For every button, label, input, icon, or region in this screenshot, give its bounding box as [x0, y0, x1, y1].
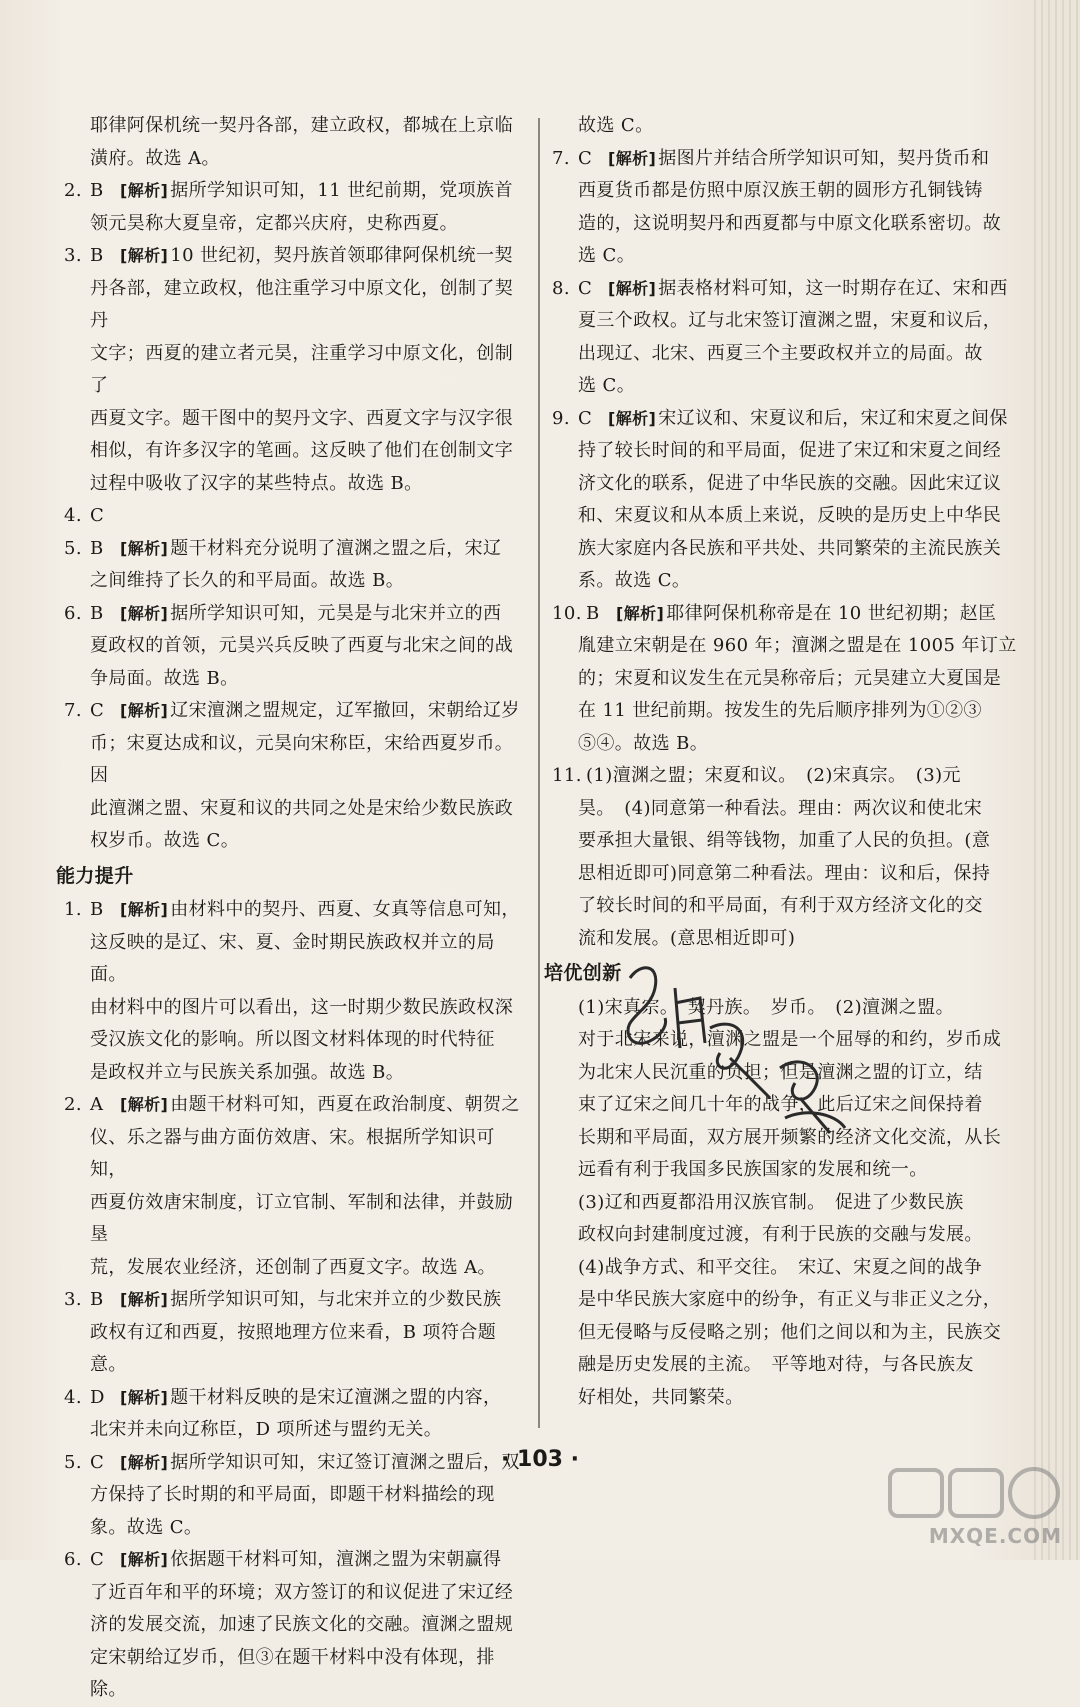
answer-letter: B: [90, 1289, 104, 1310]
continuation-line: 昊。 (4)同意第一种看法。理由：两次议和使北宋: [578, 797, 983, 819]
text-line: (1)宋真宗。 契丹族。 岁币。 (2)澶渊之盟。: [578, 996, 954, 1018]
continuation-line: 出现辽、北宋、西夏三个主要政权并立的局面。故: [578, 342, 983, 364]
continuation-line: 济文化的联系，促进了中华民族的交融。因此宋辽议: [578, 472, 1002, 494]
analysis-tag: [解析]: [120, 246, 169, 265]
answer-letter: A: [90, 1094, 104, 1115]
watermark-text: MXQE.COM: [928, 1524, 1062, 1548]
question-number: 5.: [64, 1451, 82, 1473]
continuation-line: 仪、乐之器与曲方面仿效唐、宋。根据所学知识可知，: [90, 1126, 495, 1180]
analysis-tag: [解析]: [608, 278, 657, 298]
continuation-line: 领元昊称大夏皇帝，定都兴庆府，史称西夏。: [90, 212, 458, 234]
answer-letter: B: [586, 602, 600, 624]
continuation-line: 西夏文字。题干图中的契丹文字、西夏文字与汉字很: [90, 407, 514, 429]
continuation-line: 此澶渊之盟、宋夏和议的共同之处是宋给少数民族政: [90, 797, 514, 819]
answer-body: 据所学知识可知，元昊是与北宋并立的西: [170, 602, 502, 624]
answer-letter: B: [90, 899, 104, 920]
continuation-line: 方保持了长时期的和平局面，即题干材料描绘的现: [90, 1484, 495, 1505]
continuation-line: 了近百年和平的环境；双方签订的和议促进了宋辽经: [90, 1581, 514, 1603]
question-number: 4.: [64, 505, 82, 526]
continuation-line: ⑤④。故选 B。: [578, 732, 709, 754]
question-number: 8.: [552, 277, 570, 299]
continuation-line: 受汉族文化的影响。所以图文材料体现的时代特征: [90, 1029, 495, 1050]
analysis-tag: [解析]: [120, 1452, 169, 1472]
question-number: 7.: [64, 700, 82, 721]
answer-item: [552, 598, 1018, 631]
answer-letter: C: [578, 407, 593, 429]
answer-body: 题干材料充分说明了澶渊之盟之后，宋辽: [170, 537, 502, 559]
continuation-line: 持了较长时间的和平局面，促进了宋辽和宋夏之间经: [578, 440, 1002, 461]
answer-letter: B: [90, 602, 104, 624]
continuation-line: 选 C。: [578, 245, 636, 266]
continuation-line: 在 11 世纪前期。按发生的先后顺序排列为①②③: [578, 700, 982, 721]
continuation-line: 的；宋夏和议发生在元昊称帝后；元昊建立大夏国是: [578, 667, 1002, 689]
text-line: 对于北宋来说，澶渊之盟是一个屈辱的和约，岁币成: [578, 1029, 1002, 1050]
answer-letter: B: [90, 180, 104, 201]
continuation-line: 是政权并立与民族关系加强。故选 B。: [90, 1061, 405, 1083]
answer-item: [64, 175, 526, 208]
answer-text: [120, 695, 526, 728]
answer-body: 据所学知识可知，11 世纪前期，党项族首: [170, 180, 513, 201]
answer-item: [64, 1544, 526, 1577]
answer-item: [64, 1284, 526, 1317]
answer-body: 依据题干材料可知，澶渊之盟为宋朝赢得: [170, 1549, 502, 1570]
section-heading: 能力提升: [56, 864, 134, 887]
answer-item: [552, 403, 1018, 436]
answer-text: [120, 240, 526, 273]
answer-item: [64, 894, 526, 927]
answer-body: 题干材料反映的是宋辽澶渊之盟的内容，: [170, 1386, 502, 1408]
answer-letter: C: [90, 700, 105, 721]
question-number: 10.: [552, 602, 582, 624]
answer-body: 据图片并结合所学知识可知，契丹货币和: [658, 147, 990, 169]
continuation-line: 流和发展。(意思相近即可): [578, 927, 796, 949]
answer-text: [586, 760, 1018, 793]
question-number: 3.: [64, 245, 82, 266]
analysis-tag: [解析]: [616, 603, 665, 623]
question-number: 9.: [552, 407, 570, 429]
analysis-tag: [解析]: [120, 701, 169, 720]
continuation-line: 政权有辽和西夏，按照地理方位来看，B 项符合题意。: [90, 1321, 497, 1375]
question-number: 1.: [64, 899, 82, 920]
answer-text: [120, 1382, 526, 1415]
continuation-line: 由材料中的图片可以看出，这一时期少数民族政权深: [90, 996, 514, 1018]
text-line: 融是历史发展的主流。 平等地对待，与各民族友: [578, 1354, 974, 1375]
column-divider: [538, 118, 540, 1428]
answer-letter: C: [578, 147, 593, 169]
continuation-line: 思相近即可)同意第二种看法。理由：议和后，保持: [578, 862, 991, 884]
answer-letter: C: [90, 505, 105, 526]
continuation-line: 丹各部，建立政权，他注重学习中原文化，创制了契丹: [90, 277, 514, 331]
continuation-line: 耶律阿保机统一契丹各部，建立政权，都城在上京临: [90, 115, 514, 136]
question-number: 2.: [64, 180, 82, 201]
continuation-line: 币；宋夏达成和议，元昊向宋称臣，宋给西夏岁币。因: [90, 732, 514, 786]
continuation-line: 定宋朝给辽岁币，但③在题干材料中没有体现，排除。: [90, 1646, 495, 1700]
answer-item: [552, 760, 1018, 793]
answer-item: [64, 533, 526, 566]
continuation-line: 象。故选 C。: [90, 1516, 203, 1538]
text-line: 为北宋人民沉重的负担；但是澶渊之盟的订立，结: [578, 1061, 983, 1083]
answer-letter: B: [90, 537, 104, 559]
answer-letter: C: [90, 1451, 105, 1473]
answer-body: 据所学知识可知，宋辽签订澶渊之盟后，双: [170, 1451, 520, 1473]
answer-item: [552, 143, 1018, 176]
answer-letter: C: [90, 1549, 105, 1570]
question-number: 5.: [64, 537, 82, 559]
page-edge-shading: [1034, 0, 1080, 1560]
continuation-line: 相似，有许多汉字的笔画。这反映了他们在创制文字: [90, 440, 514, 461]
analysis-tag: [解析]: [120, 603, 169, 623]
continuation-line: 过程中吸收了汉字的某些特点。故选 B。: [90, 472, 423, 494]
question-number: 2.: [64, 1094, 82, 1115]
section-heading: 培优创新: [544, 962, 622, 984]
answer-item: [64, 598, 526, 631]
continuation-line: 北宋并未向辽称臣，D 项所述与盟约无关。: [90, 1419, 443, 1440]
text-line: 长期和平局面，双方展开频繁的经济文化交流，从长: [578, 1126, 1002, 1148]
continuation-line: 夏政权的首领，元昊兴兵反映了西夏与北宋之间的战: [90, 635, 514, 656]
continuation-line: 选 C。: [578, 375, 636, 396]
answer-item: [64, 1089, 526, 1122]
right-column: [544, 110, 1018, 1414]
continuation-line: 之间维持了长久的和平局面。故选 B。: [90, 570, 405, 591]
answer-text: [608, 403, 1018, 436]
text-line: 远看有利于我国多民族国家的发展和统一。: [578, 1159, 928, 1180]
answer-body: 由题干材料可知，西夏在政治制度、朝贺之: [170, 1094, 520, 1115]
answer-body: 由材料中的契丹、西夏、女真等信息可知，: [170, 899, 520, 920]
answer-text: [608, 143, 1018, 176]
text-line: 是中华民族大家庭中的纷争，有正义与非正义之分，: [578, 1289, 1002, 1310]
continuation-line: 西夏货币都是仿照中原汉族王朝的圆形方孔铜钱铸: [578, 180, 983, 201]
analysis-tag: [解析]: [608, 408, 657, 428]
text-line: 好相处，共同繁荣。: [578, 1386, 744, 1408]
continuation-line: 族大家庭内各民族和平共处、共同繁荣的主流民族关: [578, 537, 1002, 559]
continuation-line: 故选 C。: [578, 115, 654, 136]
analysis-tag: [解析]: [120, 900, 169, 919]
answer-item: [64, 1382, 526, 1415]
analysis-tag: [解析]: [608, 148, 657, 168]
answer-text: [616, 598, 1018, 631]
answer-body: 耶律阿保机称帝是在 10 世纪初期；赵匡: [666, 602, 997, 624]
text-line: (3)辽和西夏都沿用汉族官制。 促进了少数民族: [578, 1191, 964, 1213]
answer-letter: B: [90, 245, 104, 266]
analysis-tag: [解析]: [120, 1095, 169, 1114]
answer-item: [64, 500, 526, 533]
continuation-line: 和、宋夏议和从本质上来说，反映的是历史上中华民: [578, 505, 1002, 526]
continuation-line: 权岁币。故选 C。: [90, 830, 240, 851]
answer-body: 10 世纪初，契丹族首领耶律阿保机统一契: [170, 245, 513, 266]
text-line: 政权向封建制度过渡，有利于民族的交融与发展。: [578, 1224, 983, 1245]
question-number: 11.: [552, 765, 582, 786]
answer-text: [120, 894, 526, 927]
continuation-line: 系。故选 C。: [578, 570, 691, 591]
answer-text: [120, 1544, 526, 1577]
analysis-tag: [解析]: [120, 1550, 169, 1569]
continuation-line: 这反映的是辽、宋、夏、金时期民族政权并立的局面。: [90, 931, 495, 985]
analysis-tag: [解析]: [120, 181, 169, 200]
answer-text: [120, 175, 526, 208]
answer-text: [120, 533, 526, 566]
answer-letter: C: [578, 277, 593, 299]
analysis-tag: [解析]: [120, 1290, 169, 1309]
continuation-line: 荒，发展农业经济，还创制了西夏文字。故选 A。: [90, 1256, 496, 1278]
answer-body: 据表格材料可知，这一时期存在辽、宋和西: [658, 277, 1008, 299]
answer-letter: D: [90, 1386, 105, 1408]
answer-body: 宋辽议和、宋夏议和后，宋辽和宋夏之间保: [658, 407, 1008, 429]
answer-text: [120, 1089, 526, 1122]
answer-text: [120, 1284, 526, 1317]
answer-body: (1)澶渊之盟；宋夏和议。 (2)宋真宗。 (3)元: [586, 765, 961, 786]
answer-text: [120, 598, 526, 631]
question-number: 4.: [64, 1386, 82, 1408]
analysis-tag: [解析]: [120, 1387, 169, 1407]
answer-body: 辽宋澶渊之盟规定，辽军撤回，宋朝给辽岁: [170, 700, 520, 721]
answer-body: 据所学知识可知，与北宋并立的少数民族: [170, 1289, 502, 1310]
continuation-line: 夏三个政权。辽与北宋签订澶渊之盟，宋夏和议后，: [578, 310, 1002, 331]
continuation-line: 潢府。故选 A。: [90, 147, 220, 169]
answer-item: [552, 273, 1018, 306]
page-number: · 103 ·: [501, 1447, 579, 1472]
text-line: (4)战争方式、和平交往。 宋辽、宋夏之间的战争: [578, 1256, 983, 1278]
answer-text: [608, 273, 1018, 306]
question-number: 7.: [552, 147, 570, 169]
text-line: 但无侵略与反侵略之别；他们之间以和为主，民族交: [578, 1321, 1002, 1343]
continuation-line: 文字；西夏的建立者元昊，注重学习中原文化，创制了: [90, 342, 514, 396]
answer-item: [64, 240, 526, 273]
continuation-line: 西夏仿效唐宋制度，订立官制、军制和法律，并鼓励垦: [90, 1191, 514, 1245]
question-number: 6.: [64, 1549, 82, 1570]
continuation-line: 争局面。故选 B。: [90, 667, 239, 689]
continuation-line: 胤建立宋朝是在 960 年；澶渊之盟是在 1005 年订立: [578, 635, 1017, 656]
continuation-line: 造的，这说明契丹和西夏都与中原文化联系密切。故: [578, 212, 1002, 234]
continuation-line: 济的发展交流，加速了民族文化的交融。澶渊之盟规: [90, 1614, 514, 1635]
question-number: 6.: [64, 602, 82, 624]
analysis-tag: [解析]: [120, 538, 169, 558]
answer-item: [64, 695, 526, 728]
question-number: 3.: [64, 1289, 82, 1310]
continuation-line: 要承担大量银、绢等钱物，加重了人民的负担。(意: [578, 830, 991, 851]
text-line: 束了辽宋之间几十年的战争，此后辽宋之间保持着: [578, 1094, 983, 1115]
continuation-line: 了较长时间的和平局面，有利于双方经济文化的交: [578, 895, 983, 916]
